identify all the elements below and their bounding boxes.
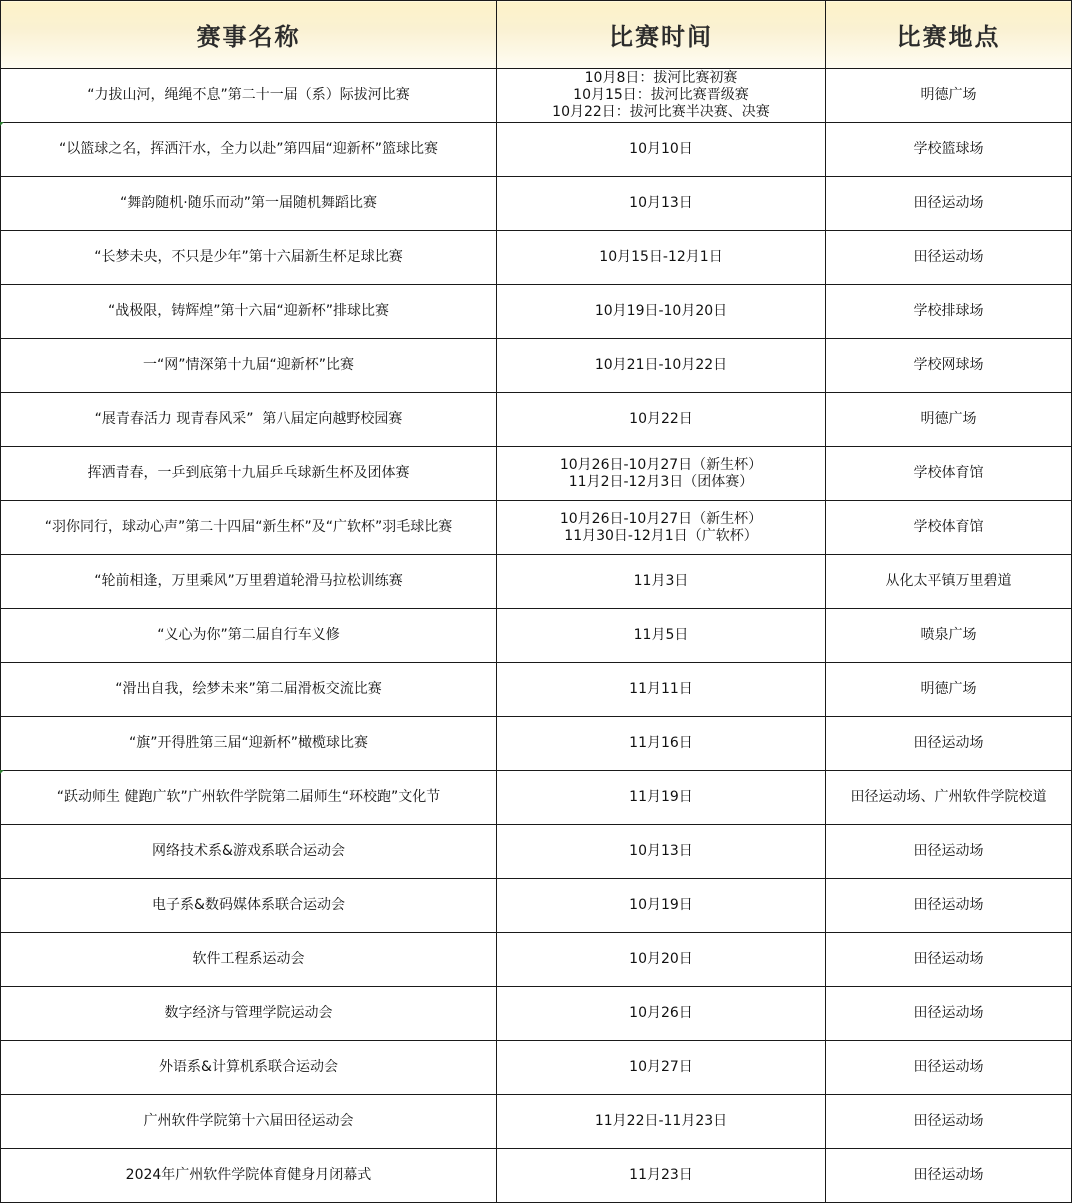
- event-name-cell: “跃动师生 健跑广软”广州软件学院第二届师生“环校跑”文化节: [1, 771, 497, 825]
- event-name-cell: “舞韵随机·随乐而动”第一届随机舞蹈比赛: [1, 177, 497, 231]
- event-time-cell: [497, 123, 826, 177]
- event-name-cell: “滑出自我，绘梦未来”第二届滑板交流比赛: [1, 663, 497, 717]
- event-time-line: 10月20日: [629, 951, 693, 967]
- table-body: [1, 69, 1072, 1203]
- event-name-cell: 挥洒青春，一乒到底第十九届乒乓球新生杯及团体赛: [1, 447, 497, 501]
- event-location-cell: 学校篮球场: [826, 123, 1072, 177]
- event-name-cell: 广州软件学院第十六届田径运动会: [1, 1095, 497, 1149]
- event-name-cell: 一“网”情深第十九届“迎新杯”比赛: [1, 339, 497, 393]
- event-name-cell: 软件工程系运动会: [1, 933, 497, 987]
- event-time-cell: [497, 987, 826, 1041]
- event-time-line: 11月11日: [629, 681, 693, 697]
- event-name-cell: 数字经济与管理学院运动会: [1, 987, 497, 1041]
- event-name-cell: “以篮球之名，挥洒汗水，全力以赴”第四届“迎新杯”篮球比赛: [1, 123, 497, 177]
- event-time-cell: [497, 609, 826, 663]
- event-location-cell: 田径运动场: [826, 1041, 1072, 1095]
- event-name-cell: “长梦未央，不只是少年”第十六届新生杯足球比赛: [1, 231, 497, 285]
- event-time-cell: [497, 1149, 826, 1203]
- event-time-line: 10月22日：拔河比赛半决赛、决赛: [552, 104, 770, 120]
- header-event-name: 赛事名称: [1, 1, 497, 69]
- event-time-cell: [497, 555, 826, 609]
- table-row: [1, 1095, 1072, 1149]
- header-row: [1, 1, 1072, 69]
- event-location-cell: 明德广场: [826, 663, 1072, 717]
- event-name-cell: “羽你同行，球动心声”第二十四届“新生杯”及“广软杯”羽毛球比赛: [1, 501, 497, 555]
- event-time-line: 11月5日: [633, 627, 689, 643]
- event-time-line: 10月27日: [629, 1059, 693, 1075]
- event-time-cell: [497, 879, 826, 933]
- event-time-line: 10月26日: [629, 1005, 693, 1021]
- event-time-cell: [497, 231, 826, 285]
- event-time-cell: [497, 933, 826, 987]
- event-location-cell: 学校排球场: [826, 285, 1072, 339]
- event-location-cell: 田径运动场: [826, 825, 1072, 879]
- event-time-cell: [497, 177, 826, 231]
- event-time-cell: [497, 501, 826, 555]
- event-time-cell: [497, 1095, 826, 1149]
- event-location-cell: 田径运动场: [826, 933, 1072, 987]
- table-row: [1, 933, 1072, 987]
- event-time-line: 11月19日: [629, 789, 693, 805]
- event-time-cell: [497, 663, 826, 717]
- table-row: [1, 447, 1072, 501]
- event-location-cell: 田径运动场、广州软件学院校道: [826, 771, 1072, 825]
- event-time-line: 11月2日-12月3日（团体赛）: [568, 473, 754, 490]
- event-name-cell: “义心为你”第二届自行车义修: [1, 609, 497, 663]
- table-row: [1, 555, 1072, 609]
- event-name-cell: 网络技术系&游戏系联合运动会: [1, 825, 497, 879]
- table-row: [1, 987, 1072, 1041]
- event-location-cell: 田径运动场: [826, 1095, 1072, 1149]
- event-location-cell: 田径运动场: [826, 231, 1072, 285]
- event-time-line: 10月22日: [629, 411, 693, 427]
- table-row: [1, 1149, 1072, 1203]
- event-time-line: 10月13日: [629, 843, 693, 859]
- event-name-cell: 2024年广州软件学院体育健身月闭幕式: [1, 1149, 497, 1203]
- table-row: [1, 177, 1072, 231]
- header-event-location: 比赛地点: [826, 1, 1072, 69]
- event-time-line: 10月19日-10月20日: [594, 303, 728, 319]
- event-time-cell: [497, 69, 826, 123]
- table-row: [1, 771, 1072, 825]
- event-time-line: 11月30日-12月1日（广软杯）: [564, 527, 758, 544]
- event-time-line: 10月21日-10月22日: [594, 357, 728, 373]
- event-time-cell: [497, 1041, 826, 1095]
- event-time-line: 10月26日-10月27日（新生杯）: [559, 456, 763, 473]
- table-row: [1, 123, 1072, 177]
- table-row: [1, 1041, 1072, 1095]
- table-row: [1, 393, 1072, 447]
- table-row: [1, 69, 1072, 123]
- event-location-cell: 田径运动场: [826, 879, 1072, 933]
- event-time-line: 10月8日：拔河比赛初赛: [584, 70, 738, 86]
- event-name-cell: “轮前相逢，万里乘风”万里碧道轮滑马拉松训练赛: [1, 555, 497, 609]
- event-time-line: 11月23日: [629, 1167, 693, 1183]
- event-location-cell: 从化太平镇万里碧道: [826, 555, 1072, 609]
- event-location-cell: 田径运动场: [826, 177, 1072, 231]
- event-time-line: 10月15日：拔河比赛晋级赛: [573, 87, 749, 103]
- event-location-cell: 明德广场: [826, 69, 1072, 123]
- table-row: [1, 825, 1072, 879]
- event-name-cell: “展青春活力 现青春风采” 第八届定向越野校园赛: [1, 393, 497, 447]
- event-location-cell: 明德广场: [826, 393, 1072, 447]
- event-time-line: 10月26日-10月27日（新生杯）: [559, 510, 763, 527]
- event-location-cell: 学校体育馆: [826, 447, 1072, 501]
- event-location-cell: 田径运动场: [826, 987, 1072, 1041]
- event-time-cell: [497, 285, 826, 339]
- table-row: [1, 231, 1072, 285]
- event-time-cell: [497, 825, 826, 879]
- table-row: [1, 717, 1072, 771]
- event-time-line: 10月15日-12月1日: [599, 249, 723, 265]
- event-name-cell: 电子系&数码媒体系联合运动会: [1, 879, 497, 933]
- event-time-cell: [497, 771, 826, 825]
- event-location-cell: 学校网球场: [826, 339, 1072, 393]
- event-location-cell: 田径运动场: [826, 1149, 1072, 1203]
- event-time-line: 11月22日-11月23日: [594, 1113, 728, 1129]
- table-row: [1, 879, 1072, 933]
- event-name-cell: “力拔山河，绳绳不息”第二十一届（系）际拔河比赛: [1, 69, 497, 123]
- event-time-line: 11月16日: [629, 735, 693, 751]
- table-row: [1, 339, 1072, 393]
- event-time-cell: [497, 717, 826, 771]
- event-time-cell: [497, 339, 826, 393]
- event-time-cell: [497, 393, 826, 447]
- event-time-line: 10月19日: [629, 897, 693, 913]
- event-location-cell: 田径运动场: [826, 717, 1072, 771]
- event-time-cell: [497, 447, 826, 501]
- event-name-cell: “旗”开得胜第三届“迎新杯”橄榄球比赛: [1, 717, 497, 771]
- event-time-line: 11月3日: [633, 573, 689, 589]
- table-row: [1, 501, 1072, 555]
- header-event-time: 比赛时间: [497, 1, 826, 69]
- table-row: [1, 609, 1072, 663]
- cell-comment-marker: [0, 770, 4, 774]
- event-name-cell: “战极限，铸辉煌”第十六届“迎新杯”排球比赛: [1, 285, 497, 339]
- cell-comment-marker: [0, 122, 4, 126]
- event-time-line: 10月10日: [629, 141, 693, 157]
- event-name-cell: 外语系&计算机系联合运动会: [1, 1041, 497, 1095]
- table-row: [1, 663, 1072, 717]
- event-location-cell: 喷泉广场: [826, 609, 1072, 663]
- event-location-cell: 学校体育馆: [826, 501, 1072, 555]
- event-time-line: 10月13日: [629, 195, 693, 211]
- table-row: [1, 285, 1072, 339]
